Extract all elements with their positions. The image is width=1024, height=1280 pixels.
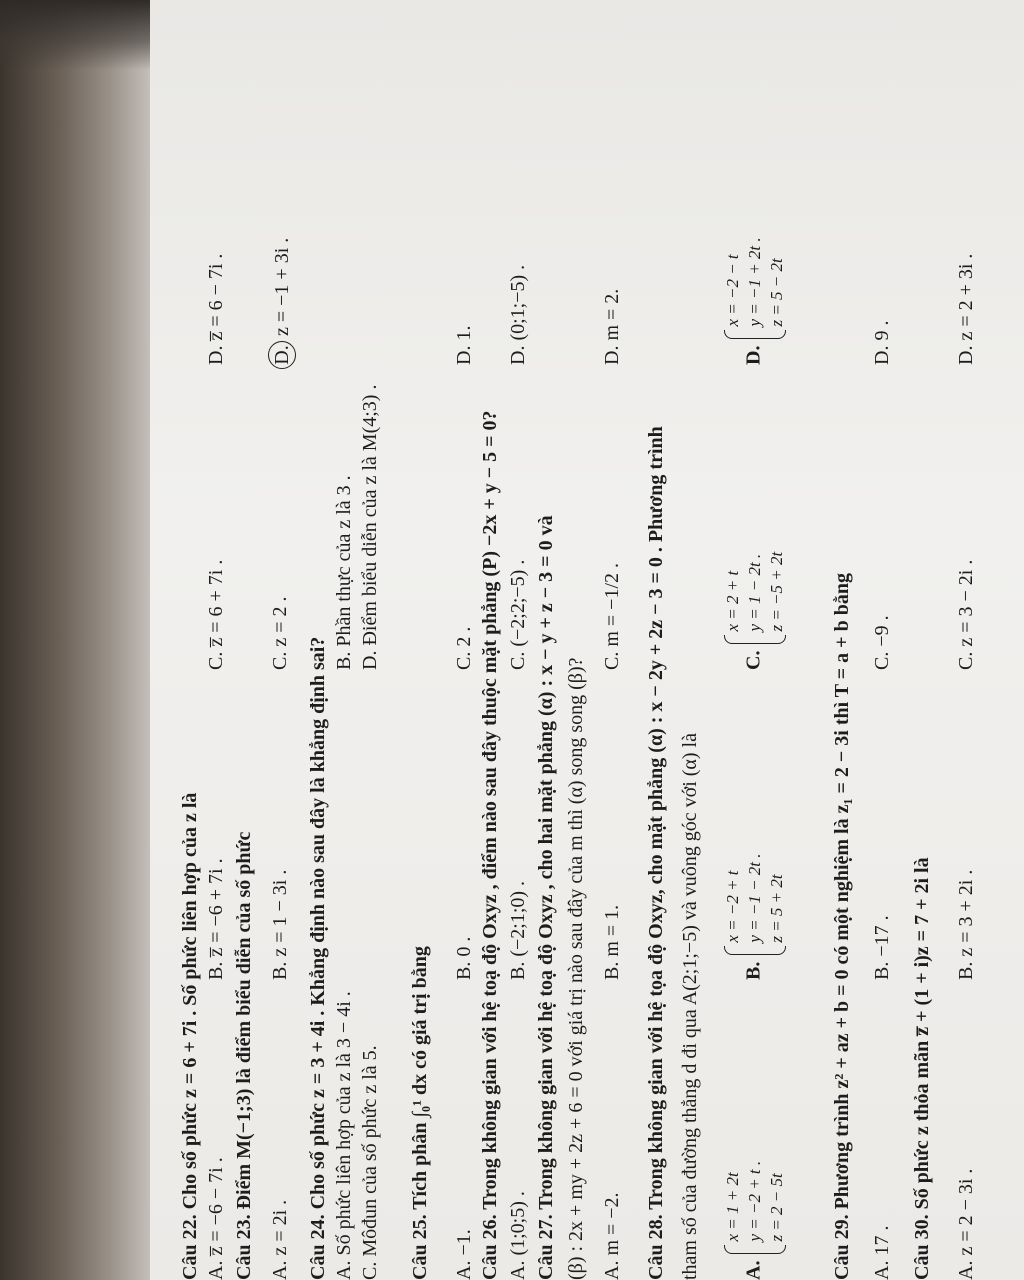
q28-c-eq3: z = −5 + 2t <box>767 551 786 632</box>
q28-b-eq3: z = 5 + 2t <box>767 874 786 943</box>
q22-option-b: B. z̅ = −6 + 7i . <box>205 858 227 980</box>
q24-option-a: A. Số phức liên hợp của z là 3 − 4i . <box>333 991 355 1280</box>
q28-c-eq1: x = 2 + t <box>723 570 742 632</box>
q25-option-c: C. 2 . <box>453 626 475 670</box>
q29-option-a: A. 17 . <box>871 1225 893 1280</box>
question-25-stem: Câu 25. Tích phân ∫₀¹ dx có giá trị bằng <box>409 946 431 1280</box>
q25-option-a: A. −1. <box>453 1229 475 1280</box>
q28-system-d <box>722 237 788 340</box>
question-27-stem: Câu 27. Trong không gian với hệ toạ độ Oxyz , cho hai mặt phẳng (α) : x − y + z − 3 = 0 và <box>535 515 557 1280</box>
question-23-stem: Câu 23. Điểm M(−1;3) là điểm biểu diễn của số phức <box>233 831 255 1280</box>
question-24-stem: Câu 24. Cho số phức z = 3 + 4i . Khẳng định nào sau đây là khẳng định sai? <box>307 636 329 1280</box>
q30-option-c: C. z = 3 − 2i . <box>955 559 977 670</box>
q29-option-c: C. −9 . <box>871 615 893 670</box>
q23-option-a: A. z = 2i . <box>269 1199 291 1280</box>
q29-option-d: D. 9 . <box>871 320 893 365</box>
q28-a-eq1: x = 1 + 2t <box>723 1172 742 1242</box>
q24-option-c: C. Môđun của số phức z là 5. <box>359 1045 381 1280</box>
q27-option-d: D. m = 2. <box>601 288 623 365</box>
q23-option-d-value: z = −1 + 3i . <box>271 237 293 336</box>
q26-option-a: A. (1;0;5) . <box>507 1191 529 1280</box>
q28-system-a <box>722 1161 788 1256</box>
q23-option-b: B. z = 1 − 3i . <box>269 869 291 980</box>
q28-option-c-label: C. <box>742 650 765 670</box>
question-22-stem: Câu 22. Cho số phức z = 6 + 7i . Số phức liên hợp của z là <box>179 792 201 1280</box>
q28-a-eq3: z = 2 − 5t <box>767 1173 786 1242</box>
q24-option-d: D. Điểm biểu diễn của z là M(4;3) . <box>359 384 381 670</box>
circled-answer-mark: D. <box>268 341 296 369</box>
q28-d-eq2: y = −1 + 2t . <box>745 237 764 327</box>
q25-option-d: D. 1. <box>453 325 475 365</box>
q28-c-eq2: y = 1 − 2t . <box>745 553 764 632</box>
q28-b-eq1: x = −2 + t <box>723 870 742 943</box>
q23-option-d <box>268 238 296 365</box>
q28-b-eq2: y = −1 − 2t . <box>745 853 764 943</box>
question-27-stem-2: (β) : 2x + my + 2z + 6 = 0 với giá trị nào sau đây của m thì (α) song song (β)? <box>565 657 587 1280</box>
q28-d-eq3: z = 5 − 2t <box>767 258 786 327</box>
q27-option-b: B. m = 1. <box>601 904 623 980</box>
q23-option-c: C. z = 2 . <box>269 596 291 670</box>
exam-page <box>170 10 1020 1280</box>
q22-option-c: C. z̅ = 6 + 7i . <box>205 559 227 670</box>
q28-option-d-label: D. <box>742 345 765 365</box>
q26-option-b: B. (−2;1;0) . <box>507 880 529 980</box>
q28-system-c <box>722 552 788 646</box>
question-28-stem-2: tham số của đường thẳng d đi qua A(2;1;−5) và vuông góc với (α) là <box>679 733 701 1280</box>
q28-a-eq2: y = −2 + t . <box>745 1160 764 1242</box>
q28-option-d <box>722 237 788 365</box>
question-28-options <box>722 10 802 1280</box>
q29-option-b: B. −17 . <box>871 915 893 980</box>
q28-option-a-label: A. <box>742 1260 765 1280</box>
question-26-stem: Câu 26. Trong không gian với hệ toạ độ Oxyz , điểm nào sau đây thuộc mặt phẳng (P) −2x + y − 5 = 0? <box>479 410 501 1280</box>
question-29-stem: Câu 29. Phương trình z² + az + b = 0 có một nghiệm là z₁ = 2 − 3i thì T = a + b bằng <box>831 573 853 1280</box>
q22-option-a: A. z̅ = −6 − 7i . <box>205 1157 227 1280</box>
q28-option-a <box>722 1161 788 1280</box>
q26-option-c: C. (−2;2;−5) . <box>507 559 529 670</box>
question-30-stem: Câu 30. Số phức z thỏa mãn z̅ + (1 + i)z = 7 + 2i là <box>911 857 933 1280</box>
q27-option-c: C. m = −1/2 . <box>601 562 623 670</box>
q26-option-d: D. (0;1;−5) . <box>507 264 529 365</box>
q30-option-d: D. z = 2 + 3i . <box>955 253 977 365</box>
q30-option-a: A. z = 2 − 3i . <box>955 1168 977 1280</box>
q28-option-c <box>722 552 788 670</box>
q28-system-b <box>722 853 788 956</box>
question-28-stem: Câu 28. Trong không gian với hệ tọa độ Oxyz, cho mặt phẳng (α) : x − 2y + 2z − 3 = 0 . Phương trình <box>645 426 667 1280</box>
q28-option-b-label: B. <box>742 961 765 980</box>
q24-option-b: B. Phần thực của z là 3 . <box>333 475 355 670</box>
q25-option-b: B. 0 . <box>453 936 475 980</box>
q30-option-b: B. z = 3 + 2i . <box>955 869 977 980</box>
q22-option-d: D. z̅ = 6 − 7i . <box>205 253 227 365</box>
q28-d-eq1: x = −2 − t <box>723 254 742 327</box>
q28-option-b <box>722 853 788 980</box>
q27-option-a: A. m = −2. <box>601 1192 623 1280</box>
